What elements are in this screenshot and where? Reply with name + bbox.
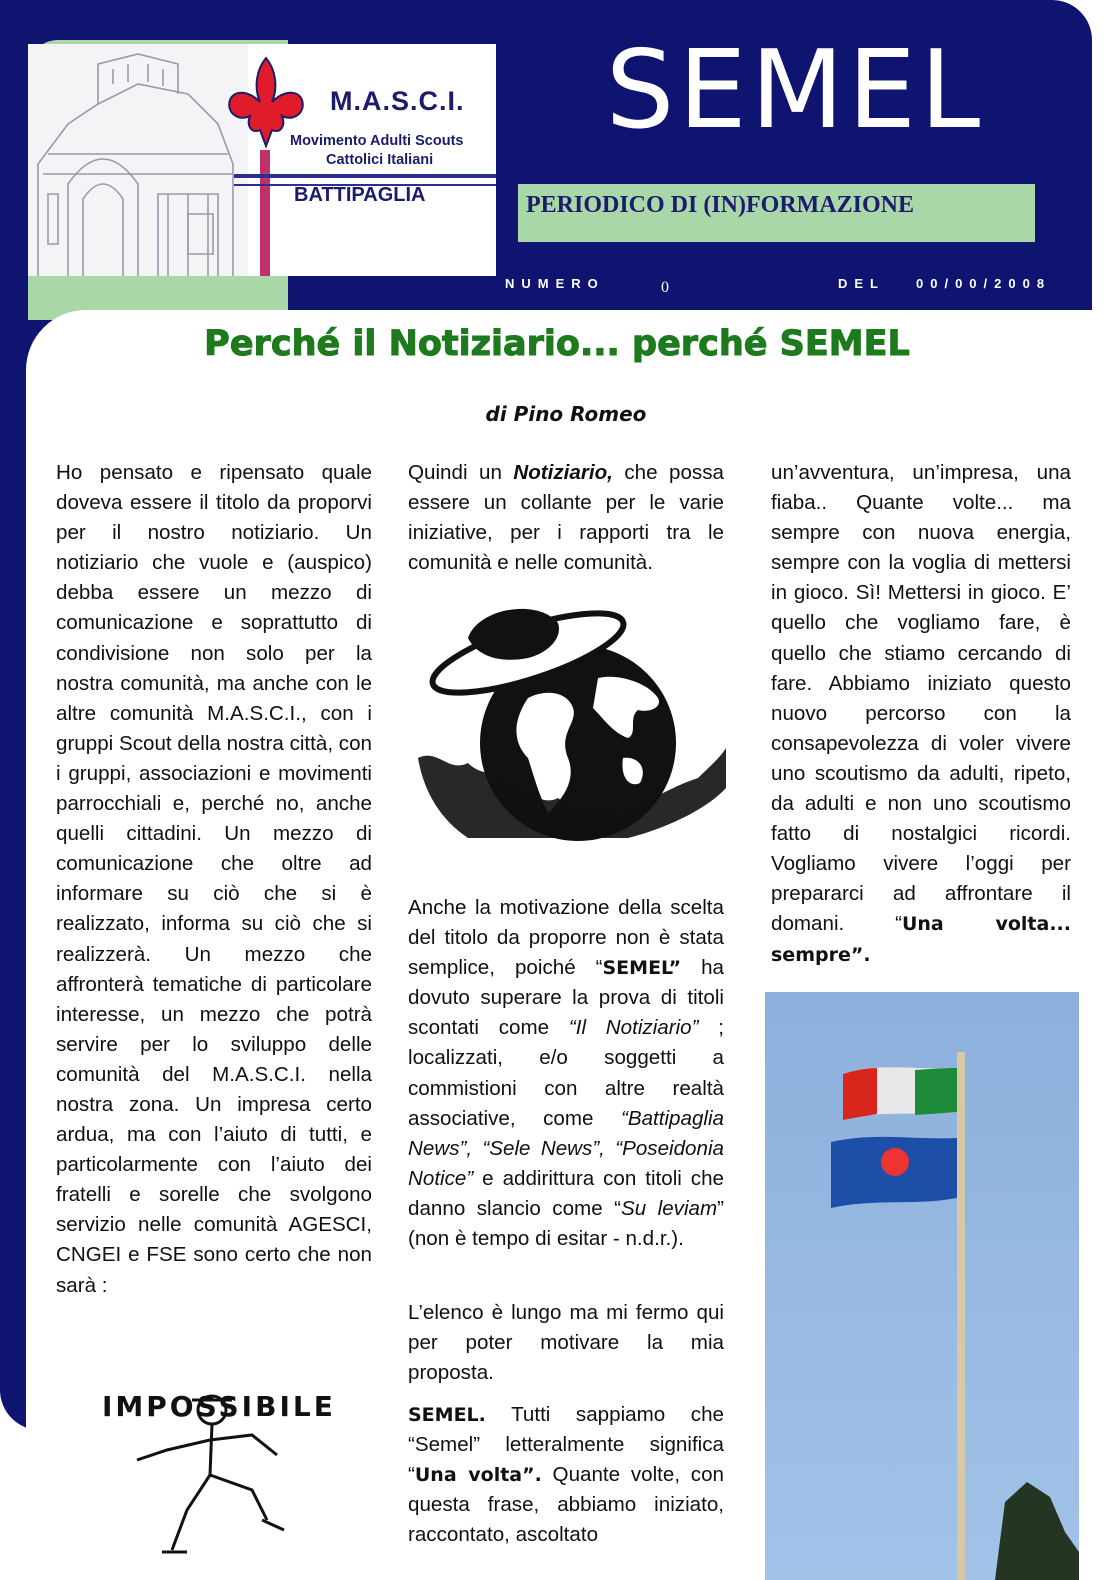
impossibile-cartoon-image (62, 1380, 382, 1560)
flags-photo (765, 992, 1079, 1580)
masci-city: BATTIPAGLIA (294, 184, 426, 206)
fleur-de-lis-icon (226, 50, 306, 276)
date-label: DEL (838, 276, 885, 291)
newsletter-title: SEMEL (605, 28, 985, 153)
flagpole-image (765, 992, 1079, 1580)
paragraph: L’elenco è lungo ma mi fermo qui per poter motivare la mia proposta. (408, 1301, 724, 1385)
paragraph: Quindi un Notiziario, che possa essere un collante per le varie iniziative, per i rapporti tra le comunità e nelle comunità. (408, 461, 724, 575)
article-headline: Perché il Notiziario... perché SEMEL (204, 324, 910, 364)
masci-subtitle-line1: Movimento Adulti Scouts (290, 133, 464, 149)
article-column-2-p4 (408, 1400, 724, 1550)
paragraph: SEMEL. Tutti sappiamo che “Semel” letteralmente significa “Una volta”. Quante volte, con questa frase, abbiamo iniziato, raccontato, ascoltato (408, 1403, 724, 1547)
article-byline: di Pino Romeo (485, 402, 647, 426)
church-sketch-image (28, 44, 248, 276)
masci-acronym: M.A.S.C.I. (330, 86, 465, 116)
issue-date: 00/00/2008 (916, 276, 1052, 291)
article-column-1 (56, 458, 372, 1301)
paragraph: Anche la motivazione della scelta del titolo da proporre non è stata semplice, poiché “SEMEL” ha dovuto superare la prova di titoli scontati come “Il Notiziario” ; localizzati, e/o soggetti a commistioni con altre realtà associative, come “Battipaglia News”, “Sele News”, “Poseidonia Notice” e addirittura con titoli che danno slancio come “Su leviam” (non è tempo di esitar - n.d.r.). (408, 896, 724, 1251)
article-column-2-body (408, 893, 724, 1254)
issue-label: NUMERO (505, 276, 605, 291)
article-column-3 (771, 458, 1071, 970)
paragraph: un’avventura, un’impresa, una fiaba.. Quante volte... ma sempre con nuova energia, sempre con la voglia di mettersi in gioco. Sì! Mettersi in gioco. E’ quello che vogliamo fare, è quello che stiamo cercando di fare. Abbiamo iniziato questo nuovo percorso con la consapevolezza di voler vivere uno scoutismo da adulti, ripeto, da adulti e non uno scoutismo fatto di nostalgici ricordi. Vogliamo vivere l’oggi per prepararci ad affrontare il domani. “Una volta... sempre”. (771, 461, 1071, 966)
newsletter-subtitle: PERIODICO DI (IN)FORMAZIONE (526, 192, 915, 218)
scout-globe-image (408, 598, 726, 852)
article-column-2-p3 (408, 1298, 724, 1388)
impossibile-lettering: IMPOSSIBILE (102, 1390, 336, 1423)
paragraph: Ho pensato e ripensato quale doveva essere il titolo da proporvi per il nostro notiziario. Un notiziario che vuole e (auspico) debba essere un mezzo di comunicazione e soprattutto di condivisione non solo per la nostra comunità, ma anche con le altre comunità M.A.S.C.I., con i gruppi Scout della nostra città, con i gruppi, associazioni e movimenti parrocchiali e, perché no, anche quelli cittadini. Un mezzo di comunicazione che oltre ad informare su ciò che si è realizzato, informa su ciò che si realizzerà. Un mezzo che affronterà tematiche di particolare interesse, un mezzo che potrà servire per lo sviluppo delle comunità del M.A.S.C.I. nella nostra zona. Un impresa certo ardua, ma con l’aiuto di tutti, e particolarmente con l’aiuto dei fratelli e sorelle che svolgono servizio nelle comunità AGESCI, CNGEI e FSE sono certo che non sarà : (56, 461, 372, 1297)
issue-number: 0 (661, 279, 669, 296)
article-column-2-intro (408, 458, 724, 578)
logo-divider (234, 174, 496, 178)
masci-subtitle-line2: Cattolici Italiani (326, 152, 434, 168)
subtitle-box (518, 184, 1035, 242)
